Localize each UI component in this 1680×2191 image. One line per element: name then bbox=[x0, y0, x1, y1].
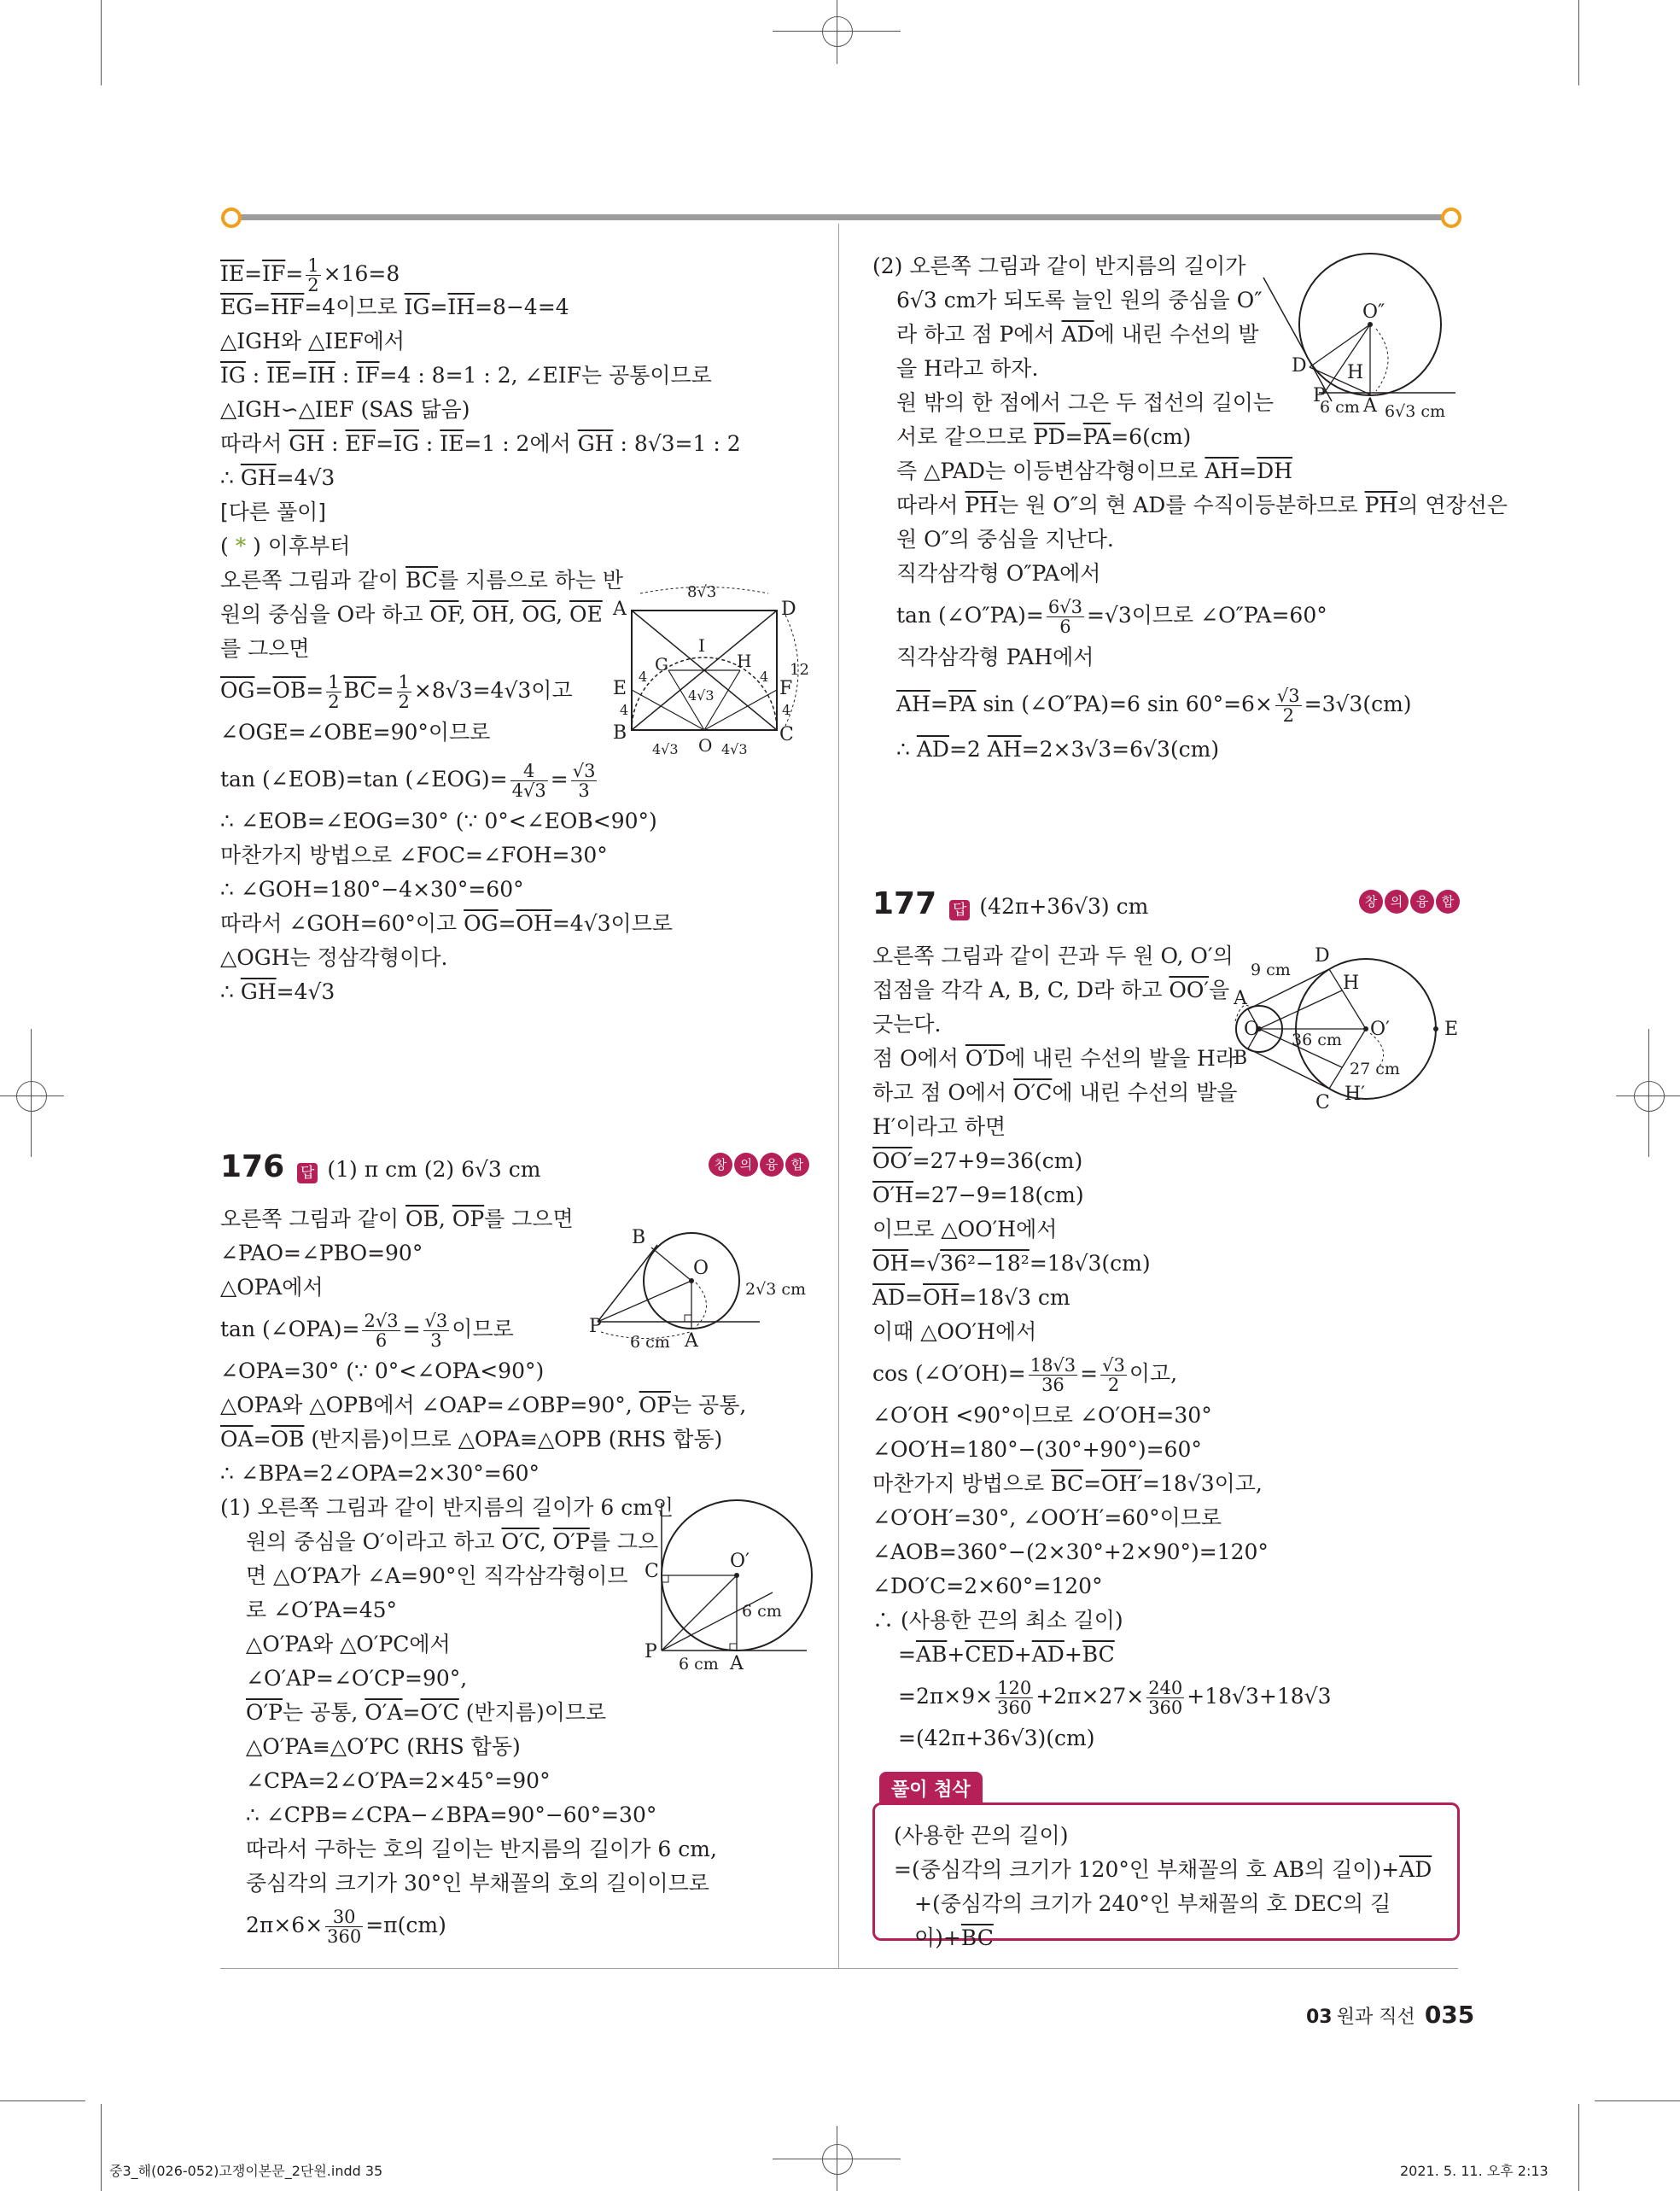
solution-line: $\overline{EG}=\overline{HF}=4$이므로 $\overline{IG}=\overline{IH}=8-4=4$ bbox=[220, 295, 569, 319]
label-P: P bbox=[1313, 385, 1326, 406]
label-O-prime: O′ bbox=[730, 1551, 750, 1572]
label-P: P bbox=[589, 1316, 602, 1337]
solution-line: H′이라고 하면 bbox=[872, 1114, 1006, 1139]
label-four: 4 bbox=[760, 669, 769, 685]
solution-line: $\overline{OG}=\overline{OB}=$ $\frac{1}{2}$ $\overline{BC}=$ $\frac{1}{2}$ ×8√3=4√3이고 bbox=[220, 672, 573, 712]
label-H-prime: H′ bbox=[1345, 1084, 1366, 1105]
figure-rectangle-semicircle bbox=[606, 576, 820, 760]
solution-line: ∠AOB=360°−(2×30°+2×90°)=120° bbox=[872, 1540, 1269, 1564]
problem-answer: (42π+36√3) cm bbox=[979, 894, 1149, 919]
solution-line: $\overline{OH}=√36^2-18^2=18√3(cm)$ bbox=[872, 1251, 1151, 1276]
label-D: D bbox=[1315, 945, 1330, 967]
solution-line: △OPA에서 bbox=[220, 1275, 324, 1300]
solution-line: ( * ) 이후부터 bbox=[220, 534, 351, 558]
label-I: I bbox=[698, 635, 705, 656]
label-PA: 6 cm bbox=[679, 1655, 719, 1674]
label-A: A bbox=[685, 1330, 698, 1352]
solution-line: 직각삼각형 PAH에서 bbox=[896, 645, 1094, 669]
chapter-title: 원과 직선 bbox=[1336, 2007, 1415, 2028]
solution-line: OO′=27+9=36(cm) bbox=[872, 1148, 1083, 1173]
label-D: D bbox=[781, 599, 796, 620]
solution-line: ∴ ∠CPB=∠CPA−∠BPA=90°−60°=30° bbox=[246, 1802, 657, 1827]
solution-line: $\overline{AH}=\overline{PA}$ sin (∠O″PA)=6 sin 60°=6× $\frac{√3}{2}$ =3√3(cm) bbox=[896, 686, 1412, 726]
solution-line: 을 H라고 하자. bbox=[896, 356, 1039, 381]
solution-line: 원 밖의 한 점에서 그은 두 접선의 길이는 bbox=[896, 390, 1275, 415]
header-rule bbox=[230, 214, 1450, 220]
registration-mark bbox=[822, 16, 853, 47]
timestamp: 2021. 5. 11. 오후 2:13 bbox=[1400, 2163, 1549, 2179]
label-B: B bbox=[632, 1227, 646, 1248]
label-O: O bbox=[698, 735, 713, 756]
tag: 합 bbox=[785, 1153, 809, 1177]
crop-mark bbox=[101, 0, 102, 85]
solution-line: O′H=27−9=18(cm) bbox=[872, 1183, 1084, 1207]
label-O-double-prime: O″ bbox=[1362, 301, 1385, 323]
solution-line: 하고 점 O에서 O′C에 내린 수선의 발을 bbox=[872, 1080, 1238, 1105]
solution-line: 6√3 cm가 되도록 늘인 원의 중심을 O″ bbox=[896, 288, 1263, 313]
label-D: D bbox=[1292, 355, 1307, 377]
label-PA: 6 cm bbox=[1320, 398, 1360, 417]
solution-line: ∴ $\overline{GH}=4√3$ bbox=[220, 465, 335, 490]
solution-line: ∴ $\overline{AD}=2$ $\overline{AH}=2\times 3√3=6√3(cm)$ bbox=[896, 737, 1220, 762]
figure-176-square-circle bbox=[645, 1499, 815, 1674]
label-four: 4 bbox=[639, 669, 648, 685]
solution-line: ∠CPA=2∠O′PA=2×45°=90° bbox=[246, 1768, 551, 1793]
solution-line: cos (∠O′OH)= $\frac{18√3}{36}$ = $\frac{√3}{2}$ 이고, bbox=[872, 1355, 1178, 1395]
solution-line: $\overline{AD}=\overline{OH}=18√3$ cm bbox=[872, 1285, 1070, 1310]
solution-line: ∠PAO=∠PBO=90° bbox=[220, 1241, 423, 1265]
solution-line: 중심각의 크기가 30°인 부채꼴의 호의 길이이므로 bbox=[246, 1871, 709, 1896]
solution-line: 점 O에서 O′D에 내린 수선의 발을 H라 bbox=[872, 1046, 1237, 1071]
solution-line: 원의 중심을 O라 하고 $\overline{OF}$, $\overline{OH}$, $\overline{OG}$, $\overline{OE}$ bbox=[220, 602, 603, 627]
page-number: 035 bbox=[1424, 2001, 1475, 2029]
solution-line: 서로 같으므로 $\overline{PD}=\overline{PA}=6(cm)$ bbox=[896, 424, 1192, 449]
solution-line: ∠OPA=30° (∵ 0°<∠OPA<90°) bbox=[220, 1358, 545, 1383]
solution-line: $\overline{IG}$ : $\overline{IE}=\overline{IH}$ : $\overline{IF}=4$ : 8=1 : 2, ∠EIF는 공통이므로 bbox=[220, 363, 712, 388]
label-G: G bbox=[655, 654, 668, 675]
crop-mark bbox=[0, 2100, 85, 2101]
solution-line: (2) 오른쪽 그림과 같이 반지름의 길이가 bbox=[872, 254, 1246, 278]
tag: 합 bbox=[1436, 890, 1460, 914]
solution-line: ∴ ∠GOH=180°−4×30°=60° bbox=[220, 877, 524, 902]
label-C: C bbox=[645, 1561, 659, 1582]
label-distance: 36 cm bbox=[1292, 1031, 1342, 1049]
label-O-prime: O′ bbox=[1370, 1019, 1391, 1040]
label-radius: 6 cm bbox=[742, 1602, 782, 1621]
crop-mark bbox=[1648, 1029, 1649, 1157]
label-radius: 4√3 bbox=[721, 741, 748, 757]
registration-mark bbox=[822, 2144, 853, 2175]
solution-line: ∴ (사용한 끈의 최소 길이) bbox=[872, 1608, 1123, 1633]
header-dot-right bbox=[1441, 207, 1461, 228]
label-C: C bbox=[1315, 1092, 1330, 1113]
tag: 창 bbox=[1359, 890, 1383, 914]
solution-line: ∠OGE=∠OBE=90°이므로 bbox=[220, 720, 491, 745]
tag-group bbox=[1357, 890, 1460, 914]
solution-line: ∠O′OH′=30°, ∠OO′H′=60°이므로 bbox=[872, 1505, 1222, 1530]
registration-mark bbox=[16, 1081, 47, 1112]
answer-badge: 답 bbox=[949, 900, 970, 920]
crop-mark bbox=[1578, 0, 1579, 85]
tag: 융 bbox=[760, 1153, 784, 1177]
label-H: H bbox=[1347, 362, 1364, 383]
label-radius: 6√3 cm bbox=[1385, 402, 1445, 421]
solution-line: 마찬가지 방법으로 $\overline{BC}=OH'=18√3$이고, bbox=[872, 1471, 1263, 1496]
solution-line: △IGH∽△IEF (SAS 닮음) bbox=[220, 397, 470, 422]
column-divider bbox=[838, 224, 839, 1968]
tag: 의 bbox=[1385, 890, 1409, 914]
tip-line: (사용한 끈의 길이) bbox=[894, 1823, 1069, 1848]
solution-line: 즉 △PAD는 이등변삼각형이므로 $\overline{AH}=\overline{DH}$ bbox=[896, 459, 1293, 483]
solution-line: 오른쪽 그림과 같이 끈과 두 원 O, O′의 bbox=[872, 944, 1234, 968]
figure-176-enlarged-circle bbox=[1255, 248, 1455, 427]
solution-line: (1) 오른쪽 그림과 같이 반지름의 길이가 6 cm인 bbox=[220, 1495, 674, 1520]
solution-line: ∠O′OH <90°이므로 ∠O′OH=30° bbox=[872, 1403, 1212, 1428]
label-r1: 9 cm bbox=[1251, 961, 1291, 979]
solution-line: 이므로 △OO′H에서 bbox=[872, 1217, 1058, 1242]
label-C: C bbox=[779, 724, 794, 745]
solution-line: tan (∠EOB)=tan (∠EOG)= $\frac{4}{4√3}$ = $\frac{√3}{3}$ bbox=[220, 761, 596, 801]
label-F: F bbox=[779, 678, 793, 699]
label-O: O bbox=[1244, 1019, 1260, 1040]
problem-number: 176 bbox=[220, 1149, 285, 1184]
alt-solution-label: [다른 풀이] bbox=[220, 500, 327, 524]
label-B: B bbox=[613, 722, 627, 744]
label-r2: 27 cm bbox=[1350, 1060, 1400, 1078]
label-E: E bbox=[613, 678, 627, 699]
label-radius: 4√3 bbox=[688, 687, 715, 704]
solution-line: ∠OO′H=180°−(30°+90°)=60° bbox=[872, 1437, 1202, 1462]
solution-line: 따라서 $\overline{GH}$ : $\overline{EF}=\overline{IG}$ : $\overline{IE}=1$ : 2에서 $\overline{GH}$ : 8√3=1 : 2 bbox=[220, 431, 741, 456]
tip-content bbox=[894, 1819, 1457, 1955]
label-O: O bbox=[693, 1258, 709, 1279]
label-H: H bbox=[1343, 973, 1360, 994]
solution-line: 원 O″의 중심을 지난다. bbox=[896, 527, 1114, 552]
solution-line: 마찬가지 방법으로 ∠FOC=∠FOH=30° bbox=[220, 843, 608, 868]
solution-line: 원의 중심을 O′이라고 하고 O′C, O′P를 그으 bbox=[246, 1529, 659, 1554]
registration-mark bbox=[1634, 1081, 1665, 1112]
label-A: A bbox=[613, 599, 627, 620]
solution-line: 라 하고 점 P에서 $\overline{AD}$에 내린 수선의 발 bbox=[896, 322, 1259, 347]
solution-line: =(42π+36√3)(cm) bbox=[898, 1726, 1095, 1750]
tip-box bbox=[872, 1802, 1460, 1950]
solution-line: △O′PA와 △O′PC에서 bbox=[246, 1632, 451, 1656]
solution-line: ∴ ∠EOB=∠EOG=30° (∵ 0°<∠EOB<90°) bbox=[220, 809, 657, 833]
problem-177-header bbox=[872, 886, 1460, 929]
solution-line: 2π×6× $\frac{30}{360}$ =π(cm) bbox=[246, 1907, 446, 1947]
solution-line: $\overline{OA}=\overline{OB}$ (반지름)이므로 △OPA≡△OPB (RHS 합동) bbox=[220, 1427, 723, 1452]
footer-rule bbox=[220, 1968, 1458, 1969]
solution-line: ∴ ∠BPA=2∠OPA=2×30°=60° bbox=[220, 1461, 540, 1486]
label-A: A bbox=[1234, 988, 1247, 1009]
solution-line: ∴ $\overline{GH}=4√3$ bbox=[220, 979, 335, 1004]
label-E: E bbox=[1444, 1019, 1459, 1040]
tag: 융 bbox=[1410, 890, 1434, 914]
solution-line: O′P는 공통, O′A=O′C (반지름)이므로 bbox=[246, 1700, 607, 1725]
solution-line: 따라서 구하는 호의 길이는 반지름의 길이가 6 cm, bbox=[246, 1837, 717, 1861]
solution-line: 오른쪽 그림과 같이 $\overline{BC}$를 지름으로 하는 반 bbox=[220, 568, 624, 593]
solution-line: 면 △O′PA가 ∠A=90°인 직각삼각형이므 bbox=[246, 1563, 628, 1588]
label-top: 8√3 bbox=[687, 583, 717, 601]
problem-answer: (1) π cm (2) 6√3 cm bbox=[327, 1157, 541, 1182]
label-B: B bbox=[1234, 1048, 1248, 1069]
solution-line: ∠O′AP=∠O′CP=90°, bbox=[246, 1666, 468, 1691]
solution-line: 접점을 각각 A, B, C, D라 하고 OO′을 bbox=[872, 978, 1230, 1002]
problem-176-header bbox=[220, 1149, 809, 1192]
label-radius: 4√3 bbox=[652, 741, 679, 757]
tag-group bbox=[707, 1153, 809, 1177]
crop-mark bbox=[101, 2104, 102, 2191]
label-four: 4 bbox=[782, 702, 791, 718]
solution-line: 따라서 $\overline{PH}$는 원 O″의 현 AD를 수직이등분하므로 $\overline{PH}$의 연장선은 bbox=[896, 493, 1508, 517]
solution-line: △OPA와 △OPB에서 ∠OAP=∠OBP=90°, $\overline{OP}$는 공통, bbox=[220, 1393, 747, 1417]
solution-line: ∠DO′C=2×60°=120° bbox=[872, 1574, 1103, 1598]
label-A: A bbox=[730, 1653, 744, 1674]
solution-line: 이때 △OO′H에서 bbox=[872, 1319, 1037, 1344]
solution-line: 긋는다. bbox=[872, 1012, 942, 1037]
label-radius: 2√3 cm bbox=[745, 1280, 806, 1299]
tip-tab: 풀이 첨삭 bbox=[879, 1772, 983, 1805]
crop-mark bbox=[31, 1029, 32, 1157]
file-info: 중3_해(026-052)고쟁이본문_2단원.indd 35 bbox=[109, 2163, 383, 2179]
solution-line: △IGH와 △IEF에서 bbox=[220, 329, 405, 353]
label-A: A bbox=[1363, 395, 1377, 417]
solution-line: 직각삼각형 O″PA에서 bbox=[896, 561, 1101, 586]
solution-line: tan (∠OPA)= $\frac{2√3}{6}$ = $\frac{√3}{3}$ 이므로 bbox=[220, 1311, 514, 1351]
solution-line: 오른쪽 그림과 같이 $\overline{OB}$, $\overline{OP}$를 그으면 bbox=[220, 1207, 574, 1231]
problem-number: 177 bbox=[872, 886, 937, 921]
solution-line: $\overline{IE}=\overline{IF}=$ $\frac{1}{2}$ ×16=8 bbox=[220, 255, 400, 295]
label-right: 12 bbox=[790, 661, 809, 679]
figure-177-two-circles bbox=[1234, 939, 1464, 1114]
label-H: H bbox=[737, 651, 752, 671]
header-dot-left bbox=[221, 207, 242, 228]
answer-badge: 답 bbox=[297, 1163, 318, 1183]
label-four: 4 bbox=[620, 702, 629, 718]
tag: 창 bbox=[709, 1153, 732, 1177]
solution-line: 로 ∠O′PA=45° bbox=[246, 1598, 398, 1622]
solution-line: △OGH는 정삼각형이다. bbox=[220, 945, 448, 970]
solution-line: $=\overline{AB}+\overline{CED}+\overline{AD}+\overline{BC}$ bbox=[898, 1642, 1115, 1667]
label-PA: 6 cm bbox=[630, 1333, 670, 1352]
tip-line: =(중심각의 크기가 120°인 부채꼴의 호 AB의 길이)$+\overline{AD}$ bbox=[894, 1857, 1432, 1882]
solution-line: 를 그으면 bbox=[220, 636, 310, 661]
crop-mark bbox=[1578, 2104, 1579, 2191]
page-footer bbox=[1306, 2001, 1475, 2029]
crop-mark bbox=[773, 31, 901, 32]
crop-mark bbox=[1595, 2100, 1680, 2101]
solution-line: =2π×9× $\frac{120}{360}$ +2π×27× $\frac{240}{360}$ +18√3+18√3 bbox=[898, 1678, 1332, 1718]
solution-line: tan (∠O″PA)= $\frac{6√3}{6}$ =√3이므로 ∠O″PA=60° bbox=[896, 597, 1327, 637]
tip-line: +(중심각의 크기가 240°인 부채꼴의 호 DEC의 길이)$+\overline{BC}$ bbox=[914, 1891, 1391, 1950]
chapter-number: 03 bbox=[1306, 2007, 1333, 2028]
solution-line: △O′PA≡△O′PC (RHS 합동) bbox=[246, 1734, 521, 1759]
label-P: P bbox=[645, 1641, 657, 1662]
figure-176-tangent bbox=[589, 1221, 820, 1353]
solution-line: 따라서 ∠GOH=60°이고 $\overline{OG}=\overline{OH}=4√3$이므로 bbox=[220, 911, 673, 936]
tag: 의 bbox=[734, 1153, 758, 1177]
